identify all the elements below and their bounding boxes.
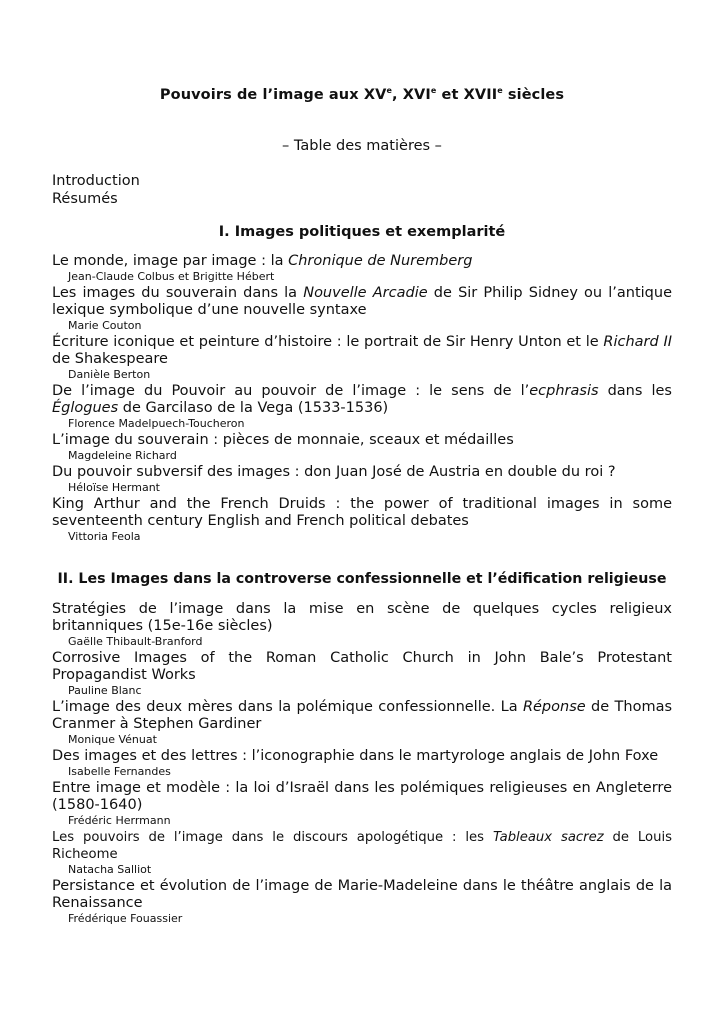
entry-author: Danièle Berton [68, 368, 151, 381]
entry-title-text: Des images et des lettres : l’iconographie dans le martyrologe anglais de John Foxe [52, 748, 659, 764]
entry-title-italic: Chronique de Nuremberg [288, 253, 473, 269]
entry-title-text: Entre image et modèle : la loi d’Israël dans les polémiques religieuses en Angleterre (1580-1640) [52, 780, 672, 813]
entry-author: Magdeleine Richard [68, 449, 177, 462]
entry-title-text: de Louis Richeome [52, 830, 672, 862]
front-matter-resumes: Résumés [52, 191, 118, 207]
entry-title [52, 334, 672, 368]
entry-title [52, 748, 672, 765]
entry-title-text: de Sir Philip Sidney ou l’antique lexique symbolique d’une nouvelle syntaxe [52, 285, 673, 318]
document-subtitle: – Table des matières – [282, 138, 442, 154]
section-heading: I. Images politiques et exemplarité [218, 224, 506, 240]
entry-title [52, 253, 672, 270]
front-matter-introduction: Introduction [52, 173, 140, 189]
entry-title-text: Les images du souverain dans la [52, 285, 304, 301]
section-heading: II. Les Images dans la controverse confessionnelle et l’édification religieuse [57, 571, 667, 587]
entry-author: Frédéric Herrmann [68, 814, 171, 827]
entry-title [52, 432, 672, 449]
entry-title [52, 601, 672, 635]
title-superscript: e [386, 86, 392, 95]
entry-title-italic: Églogues [52, 400, 119, 416]
entry-title-text: Le monde, image par image : la [52, 253, 289, 269]
entry-title [52, 780, 672, 814]
entry-title [52, 464, 672, 481]
entry-title-italic: Réponse [522, 699, 586, 715]
document-title [52, 86, 672, 103]
entry-title [52, 878, 672, 912]
entry-title [52, 383, 672, 417]
entry-author: Marie Couton [68, 319, 142, 332]
entry-title-text: Corrosive Images of the Roman Catholic Church in John Bale’s Protestant Propagandist Works [52, 650, 672, 683]
entry-title [52, 285, 672, 319]
entry-author: Vittoria Feola [68, 530, 141, 543]
entry-title-text: King Arthur and the French Druids : the power of traditional images in some seventeenth century English and French political debates [52, 496, 672, 529]
entry-author: Natacha Salliot [68, 863, 152, 876]
title-text: , XVI [391, 87, 431, 103]
entry-title-text: dans les [598, 383, 672, 399]
title-text: Pouvoirs de l’image aux XV [159, 87, 387, 103]
entry-title-text: De l’image du Pouvoir au pouvoir de l’image : le sens de l’ [52, 383, 530, 399]
entry-title-text: Les pouvoirs de l’image dans le discours apologétique : les [52, 830, 493, 845]
title-text: et XVII [436, 87, 498, 103]
title-superscript: e [497, 86, 503, 95]
section-entries [52, 253, 672, 545]
entry-title-italic: Richard II [603, 334, 673, 350]
entry-title-text: Du pouvoir subversif des images : don Juan José de Austria en double du roi ? [52, 464, 616, 480]
entry-author: Jean-Claude Colbus et Brigitte Hébert [68, 270, 275, 283]
entry-author: Monique Vénuat [68, 733, 157, 746]
entry-title-text: L’image du souverain : pièces de monnaie, sceaux et médailles [52, 432, 514, 448]
entry-title-text: de Shakespeare [52, 351, 168, 367]
entry-title [52, 829, 672, 863]
entry-title [52, 650, 672, 684]
entry-title-text: Écriture iconique et peinture d’histoire : le portrait de Sir Henry Unton et le [52, 334, 604, 350]
entry-title-italic: Tableaux sacrez [492, 830, 604, 845]
entry-title-text: Persistance et évolution de l’image de Marie-Madeleine dans le théâtre anglais de la Renaissance [52, 878, 672, 911]
entry-author: Pauline Blanc [68, 684, 142, 697]
entry-title-text: de Thomas Cranmer à Stephen Gardiner [52, 699, 673, 732]
title-text: siècles [502, 87, 565, 103]
entry-title [52, 699, 672, 733]
entry-author: Florence Madelpuech-Toucheron [68, 417, 245, 430]
title-superscript: e [430, 86, 437, 95]
entry-title-text: L’image des deux mères dans la polémique confessionnelle. La [52, 699, 523, 715]
entry-title-text: Stratégies de l’image dans la mise en scène de quelques cycles religieux britanniques (15e-16e siècles) [52, 601, 672, 634]
entry-author: Frédérique Fouassier [68, 912, 183, 925]
entry-title [52, 496, 672, 530]
entry-title-italic: ecphrasis [529, 383, 599, 399]
section-entries [52, 601, 672, 927]
entry-author: Gaëlle Thibault-Branford [68, 635, 203, 648]
front-matter [52, 172, 140, 208]
entry-title-text: de Garcilaso de la Vega (1533-1536) [118, 400, 389, 416]
entry-author: Isabelle Fernandes [68, 765, 171, 778]
entry-author: Héloïse Hermant [68, 481, 160, 494]
entry-title-italic: Nouvelle Arcadie [303, 285, 428, 301]
